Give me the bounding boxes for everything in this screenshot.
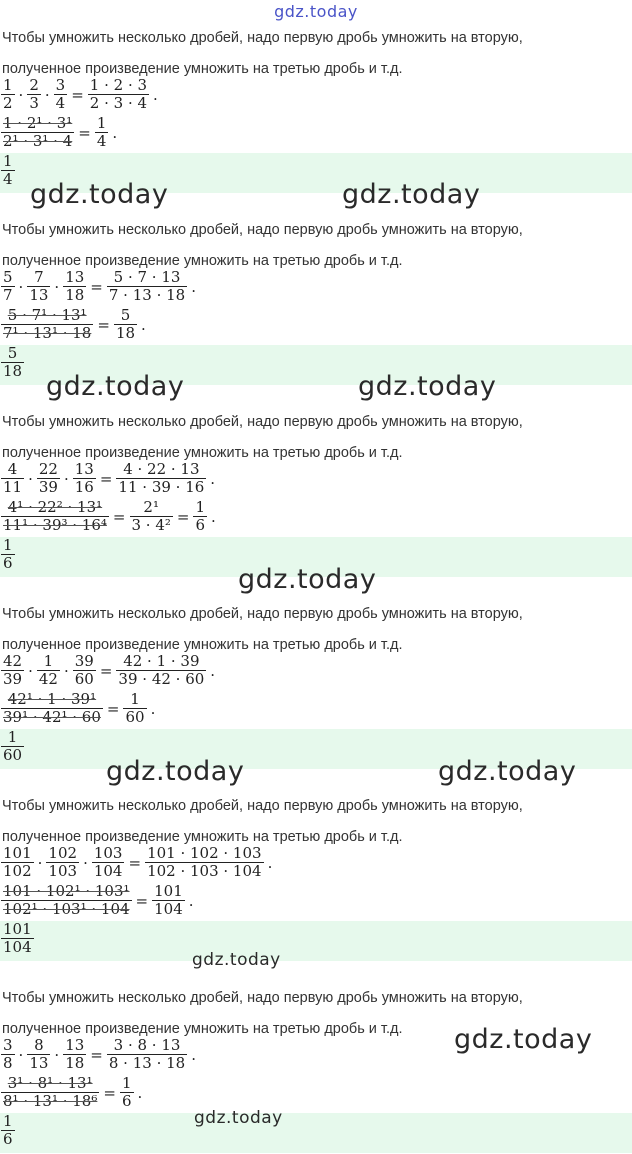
watermark: gdz.today <box>106 756 245 787</box>
rule-text-line2: полученное произведение умножить на третью дробь и т.д. <box>2 637 403 653</box>
fraction-denominator: 11 <box>3 478 23 496</box>
reduced-fraction-denominator: 104 <box>154 900 183 918</box>
watermark: gdz.today <box>46 371 185 402</box>
equation-cancellation <box>0 307 632 345</box>
reduced-fraction <box>120 1075 134 1110</box>
fraction <box>73 461 96 496</box>
answer-fraction-denominator: 60 <box>3 746 23 764</box>
cancelled-fraction-numerator: 1 · 2¹ · 3¹ <box>3 114 73 132</box>
cancelled-fraction-numerator: 4¹ · 22² · 13¹ <box>7 498 103 516</box>
reduced-fraction-numerator: 5 <box>120 306 131 324</box>
answer-fraction <box>1 729 24 764</box>
fraction <box>46 845 79 880</box>
multiply-sign: · <box>44 85 50 104</box>
product-fraction <box>88 77 149 112</box>
rule-text-line1: Чтобы умножить несколько дробей, надо первую дробь умножить на вторую, <box>2 414 523 430</box>
multiply-sign: · <box>18 85 24 104</box>
rule-text-line1: Чтобы умножить несколько дробей, надо первую дробь умножить на вторую, <box>2 798 523 814</box>
cancelled-fraction-numerator: 3¹ · 8¹ · 13¹ <box>7 1074 93 1092</box>
fraction-numerator: 3 <box>3 1036 13 1054</box>
cancelled-fraction-numerator: 42¹ · 1 · 39¹ <box>7 690 97 708</box>
multiply-sign: · <box>63 661 69 680</box>
rule-text-line2: полученное произведение умножить на третью дробь и т.д. <box>2 61 403 77</box>
reduced-fraction-denominator: 18 <box>115 324 136 342</box>
equals-sign: = <box>71 85 84 104</box>
equation-multiplication <box>0 845 632 883</box>
reduced-fraction-denominator: 6 <box>121 1092 132 1110</box>
multiply-sign: · <box>54 277 60 296</box>
product-fraction-numerator: 5 · 7 · 13 <box>113 268 181 286</box>
watermark: gdz.today <box>342 179 481 210</box>
answer-fraction <box>1 153 15 188</box>
fraction-numerator: 13 <box>65 268 85 286</box>
fraction-denominator: 102 <box>3 862 32 880</box>
answer-fraction-numerator: 1 <box>3 536 13 554</box>
equals-sign: = <box>78 123 91 142</box>
fraction <box>1 269 15 304</box>
equals-sign: = <box>103 1083 116 1102</box>
site-logo[interactable]: gdz.today <box>274 2 358 21</box>
rule-text-line2: полученное произведение умножить на третью дробь и т.д. <box>2 1021 403 1037</box>
period: . <box>112 123 118 142</box>
multiply-sign: · <box>18 1045 24 1064</box>
fraction-denominator: 39 <box>38 478 58 496</box>
answer-fraction-denominator: 104 <box>3 938 32 956</box>
rule-text-line2: полученное произведение умножить на третью дробь и т.д. <box>2 445 403 461</box>
product-fraction-numerator: 1 · 2 · 3 <box>89 76 148 94</box>
fraction-denominator: 104 <box>93 862 123 880</box>
product-fraction <box>116 653 206 688</box>
rule-text-line1: Чтобы умножить несколько дробей, надо первую дробь умножить на вторую, <box>2 990 523 1006</box>
equation-multiplication <box>0 461 632 499</box>
fraction-numerator: 101 <box>3 844 32 862</box>
equals-sign: = <box>97 315 110 334</box>
equals-sign: = <box>106 699 120 718</box>
watermark: gdz.today <box>454 1024 593 1055</box>
fraction-numerator: 1 <box>3 76 13 94</box>
fraction <box>63 1037 86 1072</box>
answer-fraction-denominator: 4 <box>3 170 13 188</box>
fraction-denominator: 18 <box>65 286 85 304</box>
cancelled-fraction-denominator: 39¹ · 42¹ · 60 <box>3 708 101 726</box>
fraction-numerator: 103 <box>93 844 123 862</box>
fraction <box>27 1037 50 1072</box>
fraction <box>1 461 24 496</box>
exercise-block <box>0 990 632 1153</box>
multiply-sign: · <box>28 661 33 680</box>
fraction-numerator: 39 <box>74 652 94 670</box>
answer-fraction-numerator: 5 <box>7 344 18 362</box>
multiply-sign: · <box>54 1045 60 1064</box>
equals-sign: = <box>90 277 103 296</box>
answer-fraction-numerator: 101 <box>3 920 32 938</box>
fraction-denominator: 13 <box>29 1054 49 1072</box>
equals-sign: = <box>128 853 142 872</box>
final-fraction-numerator: 1 <box>195 498 206 516</box>
watermark: gdz.today <box>238 564 377 595</box>
equals-sign: = <box>112 507 126 526</box>
cancelled-fraction-denominator: 7¹ · 13¹ · 18 <box>3 324 92 342</box>
fraction-numerator: 42 <box>3 652 23 670</box>
fraction-numerator: 13 <box>74 460 94 478</box>
reduced-fraction <box>130 499 173 534</box>
product-fraction-denominator: 7 · 13 · 18 <box>108 286 186 304</box>
product-fraction-denominator: 102 · 103 · 104 <box>147 862 262 880</box>
multiply-sign: · <box>37 853 43 872</box>
fraction-numerator: 7 <box>34 268 44 286</box>
reduced-fraction-numerator: 1 <box>96 114 107 132</box>
fraction-numerator: 1 <box>43 652 54 670</box>
fraction <box>1 845 34 880</box>
exercise-block <box>0 222 632 385</box>
period: . <box>267 853 273 872</box>
multiply-sign: · <box>18 277 24 296</box>
fraction-denominator: 3 <box>29 94 39 112</box>
exercise-block <box>0 30 632 193</box>
rule-text-line2: полученное произведение умножить на третью дробь и т.д. <box>2 829 403 845</box>
watermark: gdz.today <box>438 756 577 787</box>
answer-fraction-numerator: 1 <box>7 728 18 746</box>
watermark: gdz.today <box>192 950 281 970</box>
fraction-denominator: 42 <box>38 670 58 688</box>
fraction <box>37 653 60 688</box>
reduced-fraction <box>123 691 146 726</box>
period: . <box>141 315 146 334</box>
fraction-denominator: 16 <box>74 478 94 496</box>
watermark: gdz.today <box>30 179 169 210</box>
cancelled-fraction <box>1 499 109 534</box>
reduced-fraction <box>114 307 137 342</box>
product-fraction-numerator: 4 · 22 · 13 <box>123 460 200 478</box>
equation-multiplication <box>0 77 632 115</box>
multiply-sign: · <box>28 469 33 488</box>
fraction-denominator: 103 <box>48 862 78 880</box>
fraction-numerator: 3 <box>55 76 66 94</box>
fraction-denominator: 60 <box>74 670 94 688</box>
product-fraction-numerator: 42 · 1 · 39 <box>123 652 200 670</box>
fraction-denominator: 8 <box>3 1054 13 1072</box>
fraction <box>92 845 125 880</box>
equation-cancellation <box>0 499 632 537</box>
reduced-fraction-numerator: 1 <box>121 1074 132 1092</box>
product-fraction-denominator: 11 · 39 · 16 <box>118 478 205 496</box>
fraction-denominator: 2 <box>3 94 13 112</box>
fraction-numerator: 5 <box>3 268 13 286</box>
reduced-fraction-numerator: 1 <box>130 690 140 708</box>
cancelled-fraction <box>1 115 74 150</box>
cancelled-fraction-denominator: 102¹ · 103¹ · 104 <box>3 900 130 918</box>
fraction-numerator: 8 <box>34 1036 44 1054</box>
reduced-fraction-denominator: 4 <box>96 132 107 150</box>
answer-fraction <box>1 921 34 956</box>
reduced-fraction <box>95 115 109 150</box>
cancelled-fraction <box>1 307 93 342</box>
multiply-sign: · <box>83 853 88 872</box>
answer-bar <box>0 921 632 961</box>
cancelled-fraction <box>1 883 132 918</box>
equation-multiplication <box>0 653 632 691</box>
answer-fraction <box>1 537 15 572</box>
exercise-block <box>0 798 632 961</box>
fraction <box>63 269 86 304</box>
rule-text-line2: полученное произведение умножить на третью дробь и т.д. <box>2 253 403 269</box>
equation-multiplication <box>0 269 632 307</box>
equation-cancellation <box>0 883 632 921</box>
period: . <box>188 891 194 910</box>
cancelled-fraction-numerator: 101 · 102¹ · 103¹ <box>3 882 130 900</box>
product-fraction <box>116 461 206 496</box>
fraction-denominator: 4 <box>55 94 66 112</box>
fraction-numerator: 13 <box>65 1036 85 1054</box>
answer-fraction-denominator: 6 <box>3 1130 13 1148</box>
equation-cancellation <box>0 115 632 153</box>
period: . <box>210 469 216 488</box>
fraction <box>54 77 68 112</box>
final-fraction <box>193 499 207 534</box>
fraction-denominator: 18 <box>65 1054 85 1072</box>
cancelled-fraction-denominator: 8¹ · 13¹ · 18⁶ <box>3 1092 98 1110</box>
reduced-fraction-denominator: 3 · 4² <box>131 516 171 534</box>
answer-fraction-numerator: 1 <box>3 152 13 170</box>
watermark: gdz.today <box>358 371 497 402</box>
cancelled-fraction <box>1 1075 99 1110</box>
reduced-fraction-numerator: 2¹ <box>143 498 159 516</box>
fraction <box>37 461 60 496</box>
fraction-numerator: 4 <box>7 460 18 478</box>
fraction <box>1 1037 15 1072</box>
period: . <box>191 277 196 296</box>
answer-fraction-denominator: 6 <box>3 554 13 572</box>
fraction-denominator: 7 <box>3 286 13 304</box>
fraction <box>27 77 41 112</box>
fraction-numerator: 2 <box>29 76 39 94</box>
answer-fraction <box>1 1113 15 1148</box>
equation-cancellation <box>0 1075 632 1113</box>
equals-sign: = <box>99 469 113 488</box>
equals-sign: = <box>176 507 190 526</box>
period: . <box>211 507 216 526</box>
rule-text-line1: Чтобы умножить несколько дробей, надо первую дробь умножить на вторую, <box>2 222 523 238</box>
answer-fraction-numerator: 1 <box>3 1112 13 1130</box>
reduced-fraction-numerator: 101 <box>154 882 183 900</box>
period: . <box>191 1045 196 1064</box>
exercise-block <box>0 414 632 577</box>
cancelled-fraction-numerator: 5 · 7¹ · 13¹ <box>7 306 87 324</box>
product-fraction-numerator: 3 · 8 · 13 <box>113 1036 181 1054</box>
reduced-fraction <box>152 883 185 918</box>
final-fraction-denominator: 6 <box>195 516 206 534</box>
period: . <box>153 85 158 104</box>
answer-fraction <box>1 345 24 380</box>
rule-text-line1: Чтобы умножить несколько дробей, надо первую дробь умножить на вторую, <box>2 30 523 46</box>
fraction <box>1 653 24 688</box>
equals-sign: = <box>99 661 113 680</box>
period: . <box>137 1083 143 1102</box>
watermark: gdz.today <box>194 1108 283 1128</box>
equals-sign: = <box>135 891 149 910</box>
product-fraction-denominator: 2 · 3 · 4 <box>89 94 148 112</box>
cancelled-fraction-denominator: 2¹ · 3¹ · 4 <box>3 132 73 150</box>
equals-sign: = <box>90 1045 103 1064</box>
fraction-denominator: 13 <box>29 286 49 304</box>
rule-text-line1: Чтобы умножить несколько дробей, надо первую дробь умножить на вторую, <box>2 606 523 622</box>
product-fraction <box>107 1037 187 1072</box>
fraction <box>27 269 50 304</box>
product-fraction-numerator: 101 · 102 · 103 <box>147 844 262 862</box>
fraction <box>73 653 96 688</box>
equation-cancellation <box>0 691 632 729</box>
cancelled-fraction <box>1 691 103 726</box>
product-fraction <box>107 269 187 304</box>
answer-bar <box>0 1113 632 1153</box>
exercise-block <box>0 606 632 769</box>
answer-fraction-denominator: 18 <box>3 362 23 380</box>
fraction-numerator: 102 <box>48 844 78 862</box>
fraction <box>1 77 15 112</box>
reduced-fraction-denominator: 60 <box>125 708 145 726</box>
product-fraction-denominator: 8 · 13 · 18 <box>108 1054 186 1072</box>
product-fraction-denominator: 39 · 42 · 60 <box>118 670 205 688</box>
period: . <box>150 699 156 718</box>
cancelled-fraction-denominator: 11¹ · 39³ · 16⁴ <box>3 516 107 534</box>
multiply-sign: · <box>63 469 69 488</box>
fraction-numerator: 22 <box>38 460 58 478</box>
period: . <box>210 661 216 680</box>
fraction-denominator: 39 <box>3 670 23 688</box>
product-fraction <box>145 845 264 880</box>
